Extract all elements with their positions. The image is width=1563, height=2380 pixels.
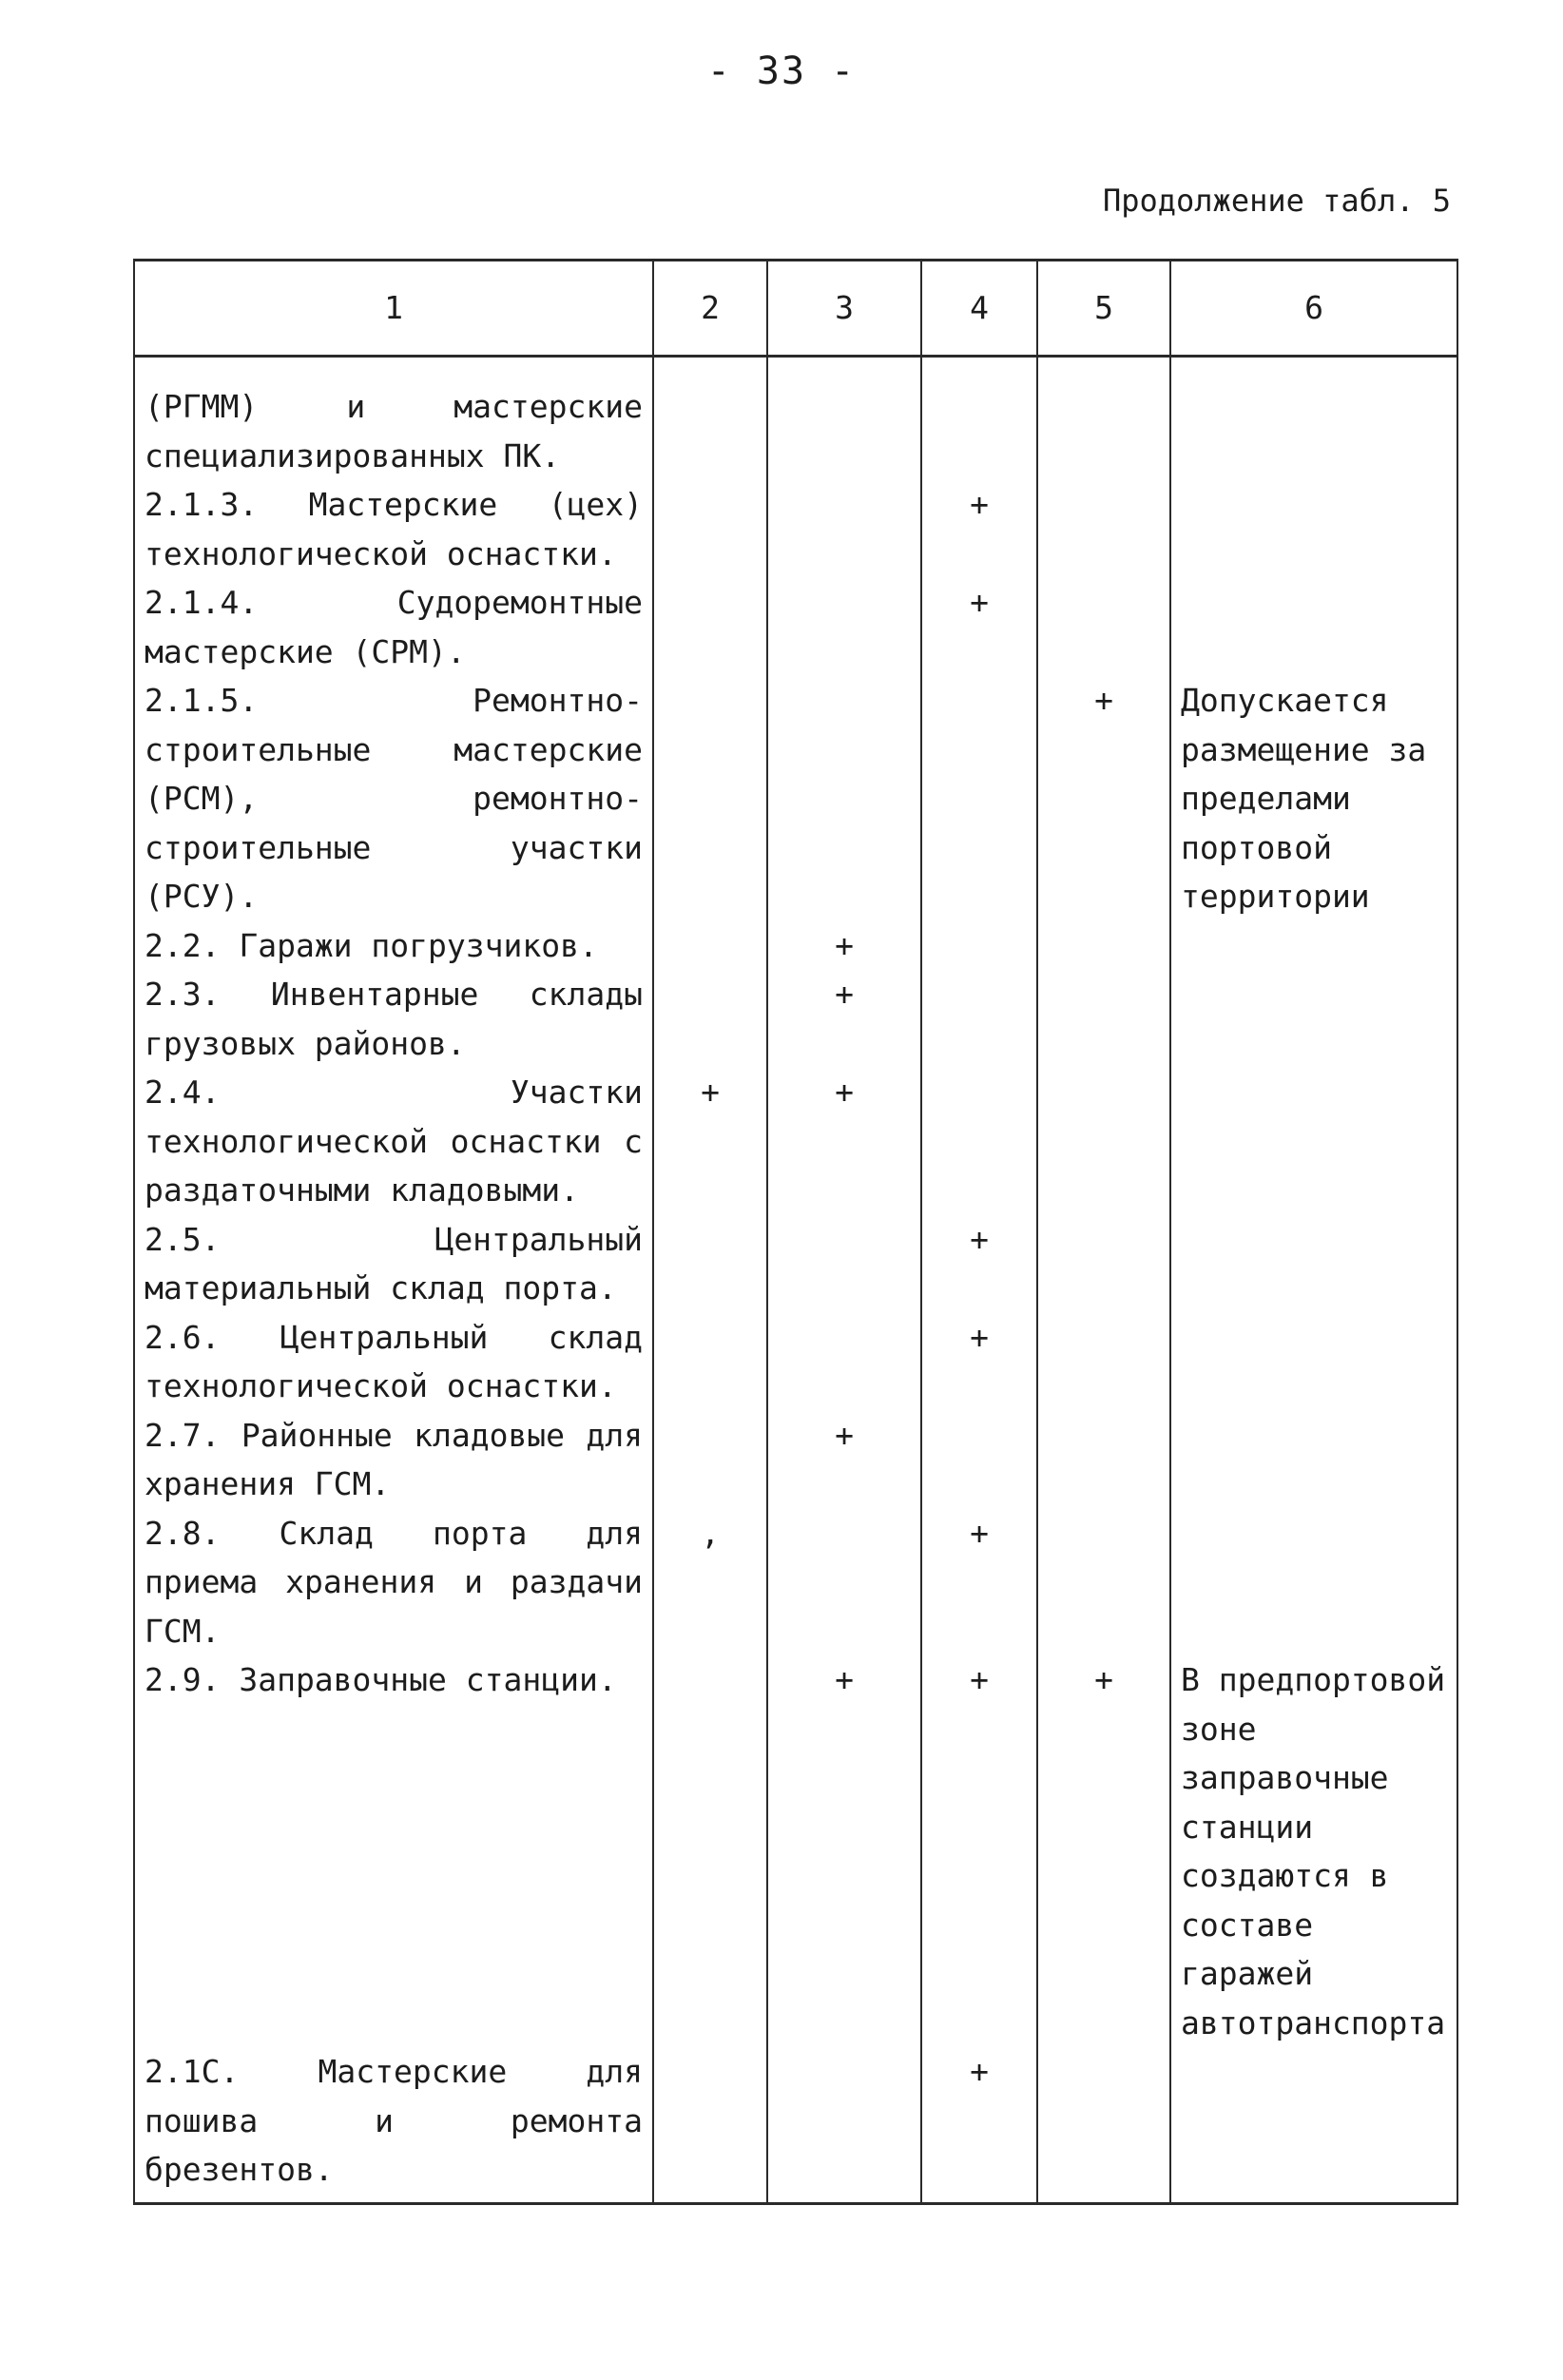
cell-col-5 [1037,357,1170,481]
cell-col-4 [921,676,1037,921]
cell-col-3: + [767,921,921,971]
cell-col-4: + [921,480,1037,578]
cell-col-1: 2.2. Гаражи погрузчиков. [134,921,653,971]
cell-col-4 [921,1411,1037,1509]
cell-col-6 [1170,1215,1457,1313]
cell-col-2 [653,1411,767,1509]
cell-col-6 [1170,1411,1457,1509]
table-row [134,1313,1457,1411]
cell-col-5 [1037,1313,1170,1411]
cell-col-6 [1170,480,1457,578]
cell-col-3: + [767,1068,921,1215]
cell-col-6 [1170,1313,1457,1411]
cell-col-5 [1037,1215,1170,1313]
cell-col-2 [653,676,767,921]
cell-col-3 [767,578,921,676]
cell-col-3: + [767,1411,921,1509]
table-caption: Продолжение табл. 5 [1102,183,1451,219]
cell-col-4 [921,921,1037,971]
header-row [134,261,1457,357]
cell-col-4: + [921,2047,1037,2203]
cell-col-1: 2.8. Склад порта для приема хранения и раздачи ГСМ. [134,1509,653,1656]
cell-col-5 [1037,480,1170,578]
cell-col-1: 2.3. Инвентарные склады грузовых районов. [134,970,653,1068]
table-row [134,1655,1457,2047]
cell-col-2 [653,357,767,481]
cell-col-2 [653,970,767,1068]
cell-col-1: 2.1.4. Судоремонтные мастерские (СРМ). [134,578,653,676]
cell-col-6 [1170,970,1457,1068]
cell-col-4 [921,970,1037,1068]
cell-col-3 [767,357,921,481]
cell-col-5 [1037,578,1170,676]
cell-col-3: + [767,970,921,1068]
column-header-6: 6 [1170,261,1457,357]
cell-col-5 [1037,2047,1170,2203]
cell-col-1: 2.1.5. Ремонтно-строительные мастерские (РСМ), ремонтно-строительные участки (РСУ). [134,676,653,921]
cell-col-3 [767,1215,921,1313]
cell-col-3: + [767,1655,921,2047]
cell-col-2: , [653,1509,767,1656]
table-row [134,1411,1457,1509]
cell-col-5: + [1037,1655,1170,2047]
cell-col-2 [653,1313,767,1411]
cell-col-1: 2.1С. Мастерские для пошива и ремонта брезентов. [134,2047,653,2203]
table-row [134,480,1457,578]
column-header-5: 5 [1037,261,1170,357]
cell-col-5 [1037,1509,1170,1656]
cell-col-3 [767,1509,921,1656]
cell-col-5 [1037,1068,1170,1215]
table-row [134,2047,1457,2203]
table-row [134,1509,1457,1656]
table-row [134,970,1457,1068]
table-row [134,578,1457,676]
cell-col-5 [1037,1411,1170,1509]
column-header-1: 1 [134,261,653,357]
cell-col-4: + [921,1313,1037,1411]
data-table [133,259,1458,2205]
cell-col-1: 2.6. Центральный склад технологической оснастки. [134,1313,653,1411]
cell-col-2: + [653,1068,767,1215]
cell-col-6 [1170,2047,1457,2203]
cell-col-4: + [921,578,1037,676]
cell-col-4 [921,357,1037,481]
cell-col-4 [921,1068,1037,1215]
cell-col-4: + [921,1509,1037,1656]
cell-col-2 [653,578,767,676]
table-row [134,357,1457,481]
cell-col-4: + [921,1215,1037,1313]
table-row [134,1215,1457,1313]
cell-col-6 [1170,1068,1457,1215]
page-number: - 33 - [706,49,857,93]
cell-col-3 [767,480,921,578]
cell-col-6 [1170,921,1457,971]
cell-col-6 [1170,1509,1457,1656]
cell-col-2 [653,480,767,578]
cell-col-1: 2.1.3. Мастерские (цех) технологической оснастки. [134,480,653,578]
table-row [134,676,1457,921]
cell-col-1: (РГММ) и мастерские специализированных ПК. [134,357,653,481]
cell-col-6: Допускается размещение за пределами портовой территории [1170,676,1457,921]
cell-col-1: 2.9. Заправочные станции. [134,1655,653,2047]
cell-col-4: + [921,1655,1037,2047]
table-body [134,357,1457,2204]
cell-col-1: 2.5. Центральный материальный склад порта. [134,1215,653,1313]
cell-col-3 [767,676,921,921]
cell-col-3 [767,2047,921,2203]
column-header-4: 4 [921,261,1037,357]
column-header-2: 2 [653,261,767,357]
cell-col-5: + [1037,676,1170,921]
cell-col-2 [653,921,767,971]
cell-col-3 [767,1313,921,1411]
column-header-3: 3 [767,261,921,357]
cell-col-5 [1037,970,1170,1068]
cell-col-2 [653,1655,767,2047]
table-row [134,1068,1457,1215]
cell-col-2 [653,2047,767,2203]
cell-col-2 [653,1215,767,1313]
table-row [134,921,1457,971]
cell-col-1: 2.4. Участки технологической оснастки с раздаточными кладовыми. [134,1068,653,1215]
cell-col-1: 2.7. Районные кладовые для хранения ГСМ. [134,1411,653,1509]
cell-col-6 [1170,578,1457,676]
cell-col-5 [1037,921,1170,971]
cell-col-6 [1170,357,1457,481]
cell-col-6: В предпортовой зоне заправочные станции создаются в составе гаражей автотранспорта [1170,1655,1457,2047]
